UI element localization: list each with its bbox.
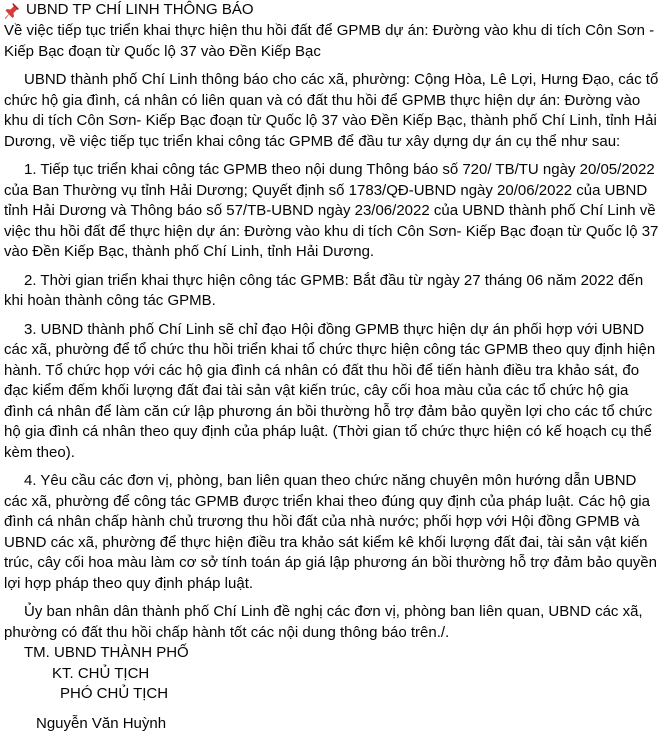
post-title-line xyxy=(4,0,659,21)
signature-block xyxy=(4,643,659,734)
post-item-2: 2. Thời gian triển khai thực hiện công tác GPMB: Bắt đầu từ ngày 27 tháng 06 năm 2022 đến khi hoàn thành công tác GPMB. xyxy=(4,271,659,312)
signature-line-2: KT. CHỦ TỊCH xyxy=(4,664,659,685)
post-item-3: 3. UBND thành phố Chí Linh sẽ chỉ đạo Hội đồng GPMB thực hiện dự án phối hợp với UBND các xã, phường để tổ chức thu hồi triển khai tổ chức thực hiện công tác GPMB theo quy định hiện hành. Tổ chức họp với các hộ gia đình cá nhân có đất thu hồi để tiến hành điều tra khảo sát, đo đạc kiểm đếm khối lượng đất đai tài sản vật kiến trúc, cây cối hoa màu của các tổ chức hộ gia đình cá nhân để làm căn cứ lập phương án bồi thường hỗ trợ đảm bảo quyền lợi cho các tổ chức hộ gia đình cá nhân theo quy định của pháp luật. (Thời gian tổ chức thực hiện có kế hoạch cụ thể kèm theo). xyxy=(4,320,659,464)
signature-line-1: TM. UBND THÀNH PHỐ xyxy=(4,643,659,664)
post-intro: UBND thành phố Chí Linh thông báo cho các xã, phường: Cộng Hòa, Lê Lợi, Hưng Đạo, các tổ chức hộ gia đình, cá nhân có liên quan và có đất thu hồi để GPMB thực hiện dự án: Đường vào khu di tích Côn Sơn- Kiếp Bạc đoạn từ Quốc lộ 37 vào Đền Kiếp Bạc, thành phố Chí Linh, tỉnh Hải Dương, về việc tiếp tục triển khai công tác GPMB để đầu tư xây dựng dự án cụ thể như sau: xyxy=(4,70,659,152)
post-item-1: 1. Tiếp tục triển khai công tác GPMB theo nội dung Thông báo số 720/ TB/TU ngày 20/05/2022 của Ban Thường vụ tỉnh Hải Dương; Quyết định số 1783/QĐ-UBND ngày 20/06/2022 của UBND tỉnh Hải Dương và Thông báo số 57/TB-UBND ngày 23/06/2022 của UBND thành phố Chí Linh về việc thu hồi đất để thực hiện dự án: Đường vào khu di tích Côn Sơn- Kiếp Bạc đoạn từ Quốc lộ 37 vào Đền Kiếp Bạc, thành phố Chí Linh, tỉnh Hải Dương. xyxy=(4,160,659,263)
post-subject: Về việc tiếp tục triển khai thực hiện thu hồi đất để GPMB dự án: Đường vào khu di tích Côn Sơn - Kiếp Bạc đoạn từ Quốc lộ 37 vào Đền Kiếp Bạc xyxy=(4,21,659,62)
signature-line-3: PHÓ CHỦ TỊCH xyxy=(4,684,659,705)
post-item-4: 4. Yêu cầu các đơn vị, phòng, ban liên quan theo chức năng chuyên môn hướng dẫn UBND các xã, phường để công tác GPMB được triển khai theo đúng quy định của pháp luật. Các hộ gia đình cá nhân chấp hành chủ trương thu hồi đất của nhà nước; phối hợp với Hội đồng GPMB và UBND các xã, phường để thực hiện điều tra khảo sát kiểm kê khối lượng đất đai, tài sản vật kiến trúc, cây cối hoa màu làm cơ sở tính toán áp giá lập phương án bồi thường hỗ trợ đảm bảo quyền lợi hợp pháp theo quy định pháp luật. xyxy=(4,471,659,594)
signature-name: Nguyễn Văn Huỳnh xyxy=(4,714,659,734)
post-title: UBND TP CHÍ LINH THÔNG BÁO xyxy=(26,0,254,21)
post-closing: Ủy ban nhân dân thành phố Chí Linh đề nghị các đơn vị, phòng ban liên quan, UBND các xã, phường có đất thu hồi chấp hành tốt các nội dung thông báo trên./. xyxy=(4,602,659,643)
pushpin-icon xyxy=(4,2,20,20)
